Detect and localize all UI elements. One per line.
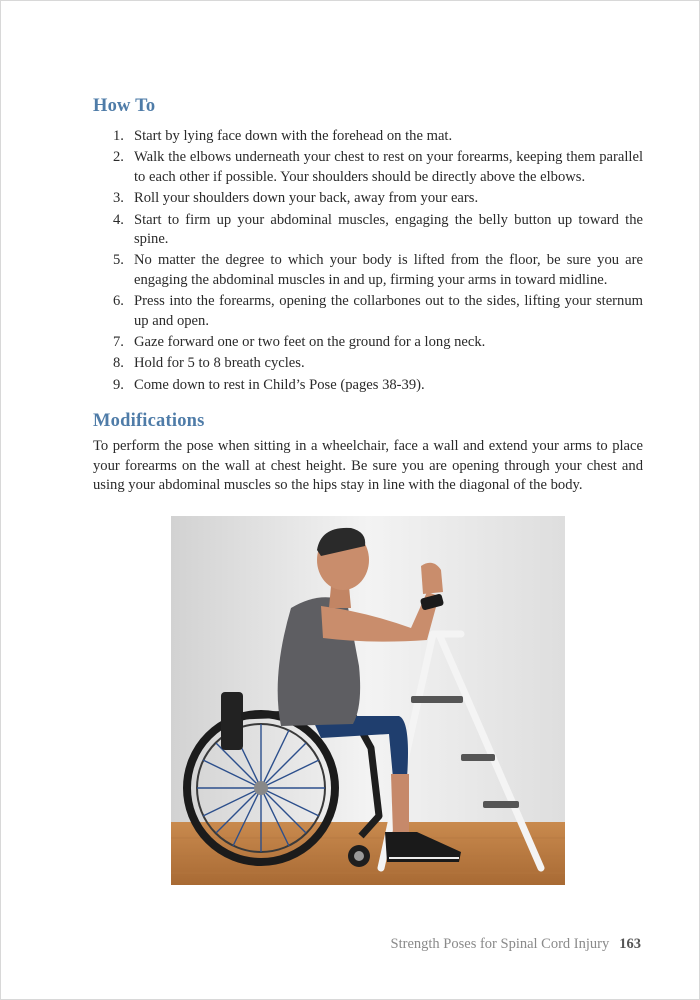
page-number: 163 bbox=[619, 936, 641, 952]
wheelchair-pose-photo bbox=[171, 516, 565, 885]
list-item: 8. Hold for 5 to 8 breath cycles. bbox=[113, 355, 305, 372]
list-item: 6. Press into the forearms, opening the collarbones out to the sides, lifting your sternum up and open. bbox=[113, 293, 643, 329]
list-item: 1. Start by lying face down with the forehead on the mat. bbox=[113, 128, 453, 144]
list-item: 9. Come down to rest in Child’s Pose (pages 38-39). bbox=[113, 376, 425, 393]
footer-title: Strength Poses for Spinal Cord Injury bbox=[390, 936, 610, 952]
how-to-heading: How To bbox=[93, 96, 156, 116]
running-footer bbox=[391, 936, 641, 953]
list-item: 3. Roll your shoulders down your back, away from your ears. bbox=[113, 190, 479, 207]
list-item: 2. Walk the elbows underneath your chest to rest on your forearms, keeping them parallel to each other if possible. Your shoulders should be directly above the elbows. bbox=[113, 149, 643, 185]
list-item: 7. Gaze forward one or two feet on the ground for a long neck. bbox=[113, 334, 486, 351]
list-item: 5. No matter the degree to which your body is lifted from the floor, be sure you are engaging the abdominal muscles in and up, firming your arms in toward midline. bbox=[113, 252, 643, 288]
modifications-heading: Modifications bbox=[93, 411, 205, 431]
modifications-paragraph: To perform the pose when sitting in a wheelchair, face a wall and extend your arms to place your forearms on the wall at chest height. Be sure you are opening through your chest and using your abdominal muscles so the hips stay in line with the diagonal of the body. bbox=[93, 438, 643, 494]
list-item: 4. Start to firm up your abdominal muscles, engaging the belly button up toward the spine. bbox=[113, 211, 643, 248]
steps-list bbox=[93, 127, 643, 397]
photo-illustration bbox=[171, 516, 565, 885]
